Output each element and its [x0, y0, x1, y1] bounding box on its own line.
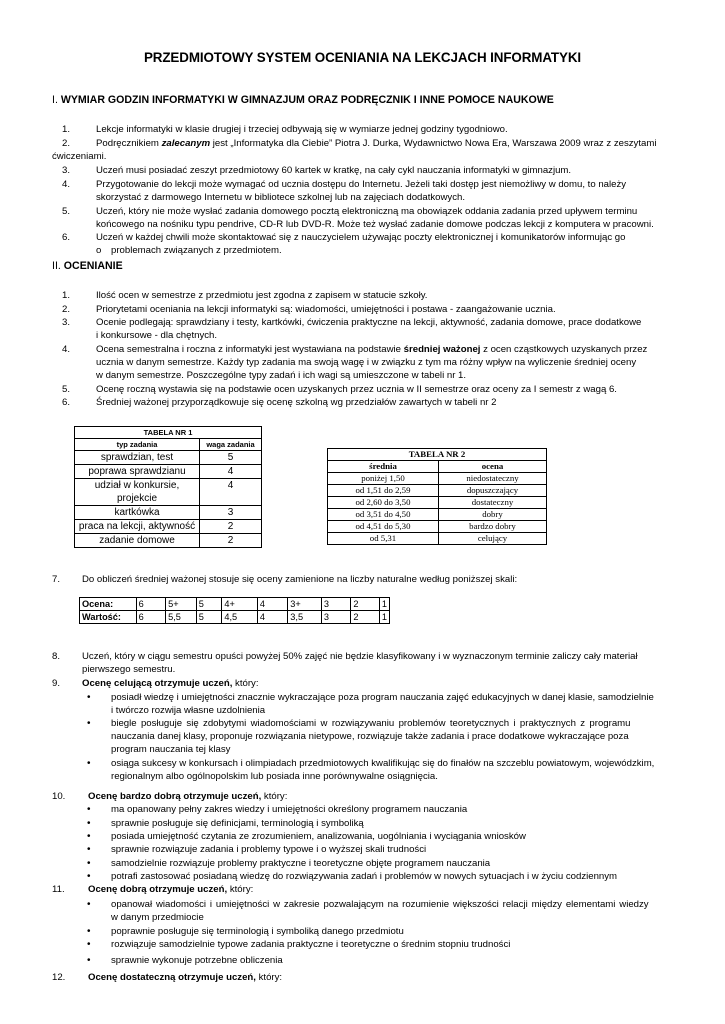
table-row: od 4,51 do 5,30 bardzo dobry	[328, 521, 547, 533]
grade-scale-table	[79, 597, 390, 624]
table-2-title: TABELA NR 2	[328, 449, 547, 461]
table-2	[327, 448, 547, 545]
table-row: udział w konkursie, projekcie 4	[75, 479, 262, 506]
table-row: Ocena: 6 5+ 5 4+ 4 3+ 3 2 1	[80, 598, 390, 611]
table-row: od 1,51 do 2,59 dopuszczający	[328, 485, 547, 497]
table-header: średnia	[328, 461, 439, 473]
table-header: ocena	[439, 461, 547, 473]
section-2-heading: II. OCENIANIE	[52, 260, 123, 272]
table-row: od 2,60 do 3,50 dostateczny	[328, 497, 547, 509]
table-row: od 3,51 do 4,50 dobry	[328, 509, 547, 521]
table-1-title: TABELA NR 1	[75, 427, 262, 439]
table-row: od 5,31 celujący	[328, 533, 547, 545]
table-row: sprawdzian, test 5	[75, 451, 262, 465]
table-header: typ zadania	[75, 439, 200, 451]
section-1-heading: I. WYMIAR GODZIN INFORMATYKI W GIMNAZJUM ORAZ PODRĘCZNIK I INNE POMOCE NAUKOWE	[52, 94, 554, 106]
table-1	[74, 426, 262, 548]
page-title: PRZEDMIOTOWY SYSTEM OCENIANIA NA LEKCJACH INFORMATYKI	[143, 50, 582, 65]
table-row: praca na lekcji, aktywność 2	[75, 520, 262, 534]
table-row: zadanie domowe 2	[75, 534, 262, 548]
table-row: kartkówka 3	[75, 506, 262, 520]
table-header: waga zadania	[200, 439, 262, 451]
table-row: Wartość: 6 5,5 5 4,5 4 3,5 3 2 1	[80, 611, 390, 624]
table-row: poprawa sprawdzianu 4	[75, 465, 262, 479]
table-row: poniżej 1,50 niedostateczny	[328, 473, 547, 485]
